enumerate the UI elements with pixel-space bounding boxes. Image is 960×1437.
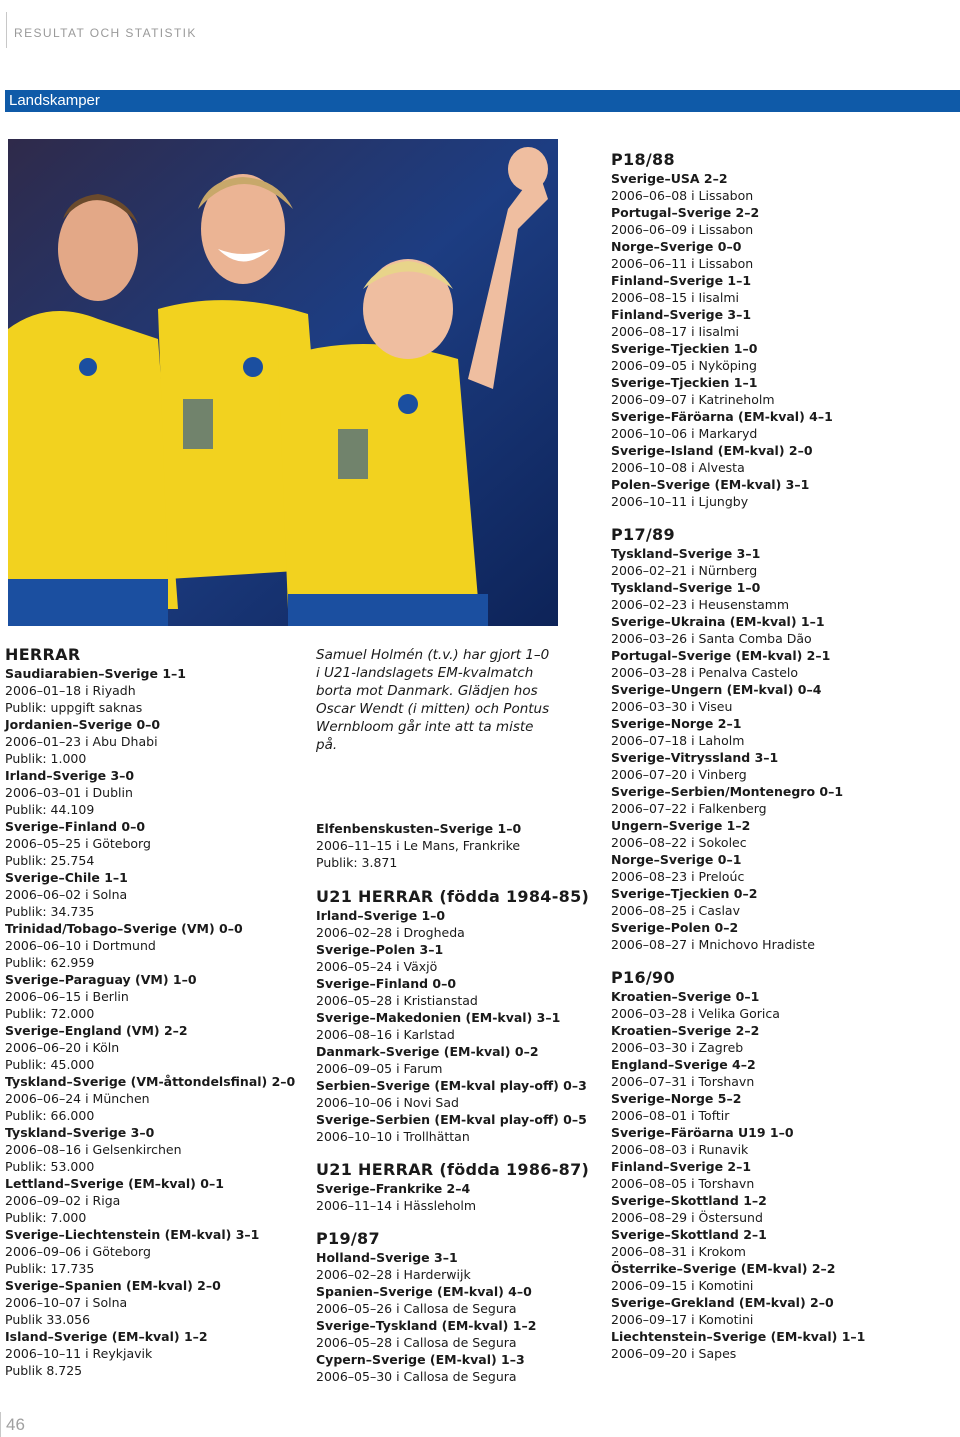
match-result: Sverige–USA 2–2	[611, 171, 728, 186]
match-detail: Publik: 62.959	[5, 955, 95, 970]
match-result: Norge–Sverige 0–0	[611, 239, 742, 254]
running-head-rule	[6, 12, 7, 48]
match-detail: 2006–10–08 i Alvesta	[611, 460, 745, 475]
match-result: Finland–Sverige 2–1	[611, 1159, 752, 1174]
match-detail: Publik: 44.109	[5, 802, 95, 817]
match-result: Saudiarabien–Sverige 1–1	[5, 666, 186, 681]
match-detail: Publik: uppgift saknas	[5, 700, 143, 715]
match-detail: 2006–10–06 i Novi Sad	[316, 1095, 459, 1110]
match-detail: 2006–09–17 i Komotini	[611, 1312, 754, 1327]
match-detail: 2006–09–05 i Farum	[316, 1061, 443, 1076]
match-result: Sverige–Finland 0–0	[5, 819, 146, 834]
match-result: Kroatien–Sverige 2–2	[611, 1023, 760, 1038]
match-detail: 2006–11–15 i Le Mans, Frankrike	[316, 838, 521, 853]
match-result: Sverige–Island (EM-kval) 2–0	[611, 443, 813, 458]
match-result: Sverige–Spanien (EM-kval) 2–0	[5, 1278, 221, 1293]
match-result: Sverige–Vitryssland 3–1	[611, 750, 779, 765]
match-detail: 2006–07–18 i Laholm	[611, 733, 745, 748]
p17-title: P17/89	[611, 525, 675, 544]
match-detail: Publik: 34.735	[5, 904, 95, 919]
match-detail: 2006–03–28 i Penalva Castelo	[611, 665, 799, 680]
match-detail: 2006–06–02 i Solna	[5, 887, 128, 902]
match-result: Sverige–Skottland 1–2	[611, 1193, 767, 1208]
match-detail: Publik: 45.000	[5, 1057, 95, 1072]
match-detail: 2006–05–25 i Göteborg	[5, 836, 151, 851]
match-result: Sverige–Serbien/Montenegro 0–1	[611, 784, 844, 799]
match-detail: 2006–03–01 i Dublin	[5, 785, 133, 800]
match-result: Tyskland–Sverige 1–0	[611, 580, 761, 595]
match-result: Sverige–Ukraina (EM-kval) 1–1	[611, 614, 825, 629]
match-result: Sverige–Polen 3–1	[316, 942, 444, 957]
match-detail: 2006–08–16 i Karlstad	[316, 1027, 455, 1042]
match-result: Tyskland–Sverige 3–1	[611, 546, 761, 561]
match-detail: Publik 33.056	[5, 1312, 91, 1327]
section-bar	[5, 90, 960, 112]
match-result: Tyskland–Sverige 3–0	[5, 1125, 155, 1140]
match-result: Sverige–Norge 2–1	[611, 716, 742, 731]
match-result: Norge–Sverige 0–1	[611, 852, 742, 867]
match-result: Irland–Sverige 3–0	[5, 768, 135, 783]
p16-list	[611, 988, 956, 1362]
match-result: Sverige–Frankrike 2–4	[316, 1181, 471, 1196]
match-detail: 2006–08–16 i Gelsenkirchen	[5, 1142, 182, 1157]
match-detail: 2006–10–11 i Reykjavik	[5, 1346, 153, 1361]
match-result: Sverige–Serbien (EM-kval play-off) 0–5	[316, 1112, 587, 1127]
p17-list	[611, 545, 956, 953]
match-result: Cypern–Sverige (EM-kval) 1–3	[316, 1352, 525, 1367]
match-result: Sverige–Skottland 2–1	[611, 1227, 767, 1242]
match-result: Sverige–Polen 0–2	[611, 920, 739, 935]
p19-title: P19/87	[316, 1229, 380, 1248]
match-detail: 2006–05–26 i Callosa de Segura	[316, 1301, 517, 1316]
match-result: Finland–Sverige 1–1	[611, 273, 752, 288]
match-detail: 2006–03–30 i Zagreb	[611, 1040, 744, 1055]
herrar-title: HERRAR	[5, 645, 81, 664]
match-detail: 2006–08–25 i Caslav	[611, 903, 740, 918]
match-result: Sverige–England (VM) 2–2	[5, 1023, 188, 1038]
section-bar-title: Landskamper	[9, 92, 100, 109]
match-detail: 2006–06–11 i Lissabon	[611, 256, 754, 271]
match-result: Serbien–Sverige (EM-kval play-off) 0–3	[316, 1078, 587, 1093]
herrar-section	[5, 645, 305, 1379]
match-detail: 2006–03–28 i Velika Gorica	[611, 1006, 780, 1021]
match-detail: Publik 8.725	[5, 1363, 83, 1378]
match-result: Sverige–Tjeckien 1–1	[611, 375, 758, 390]
match-result: Sverige–Chile 1–1	[5, 870, 128, 885]
photo-caption: Samuel Holmén (t.v.) har gjort 1–0 i U21-landslagets EM-kvalmatch borta mot Danmark. Glädjen hos Oscar Wendt (i mitten) och Pontus Wernbloom går inte att ta miste på.	[316, 647, 550, 753]
match-result: Lettland–Sverige (EM–kval) 0–1	[5, 1176, 224, 1191]
match-detail: 2006–02–28 i Harderwijk	[316, 1267, 471, 1282]
match-result: Sverige–Finland 0–0	[316, 976, 457, 991]
match-detail: 2006–09–05 i Nyköping	[611, 358, 757, 373]
match-detail: Publik: 72.000	[5, 1006, 95, 1021]
match-detail: 2006–06–08 i Lissabon	[611, 188, 754, 203]
match-result: Portugal–Sverige (EM-kval) 2–1	[611, 648, 831, 663]
match-result: Sverige–Makedonien (EM-kval) 3–1	[316, 1010, 561, 1025]
match-result: Portugal–Sverige 2–2	[611, 205, 760, 220]
match-detail: Publik: 17.735	[5, 1261, 95, 1276]
match-detail: 2006–05–28 i Kristianstad	[316, 993, 478, 1008]
match-detail: 2006–08–27 i Mnichovo Hradiste	[611, 937, 815, 952]
match-detail: 2006–08–05 i Torshavn	[611, 1176, 755, 1191]
p18-title: P18/88	[611, 150, 675, 169]
p16-title: P16/90	[611, 968, 675, 987]
match-detail: 2006–07–31 i Torshavn	[611, 1074, 755, 1089]
match-result: Elfenbenskusten–Sverige 1–0	[316, 821, 522, 836]
match-detail: 2006–08–22 i Sokolec	[611, 835, 747, 850]
match-detail: 2006–09–15 i Komotini	[611, 1278, 754, 1293]
u21-84-title: U21 HERRAR (födda 1984-85)	[316, 887, 590, 906]
running-head: RESULTAT OCH STATISTIK	[14, 26, 197, 40]
match-result: Holland–Sverige 3–1	[316, 1250, 458, 1265]
match-detail: 2006–02–23 i Heusenstamm	[611, 597, 790, 612]
match-detail: 2006–06–09 i Lissabon	[611, 222, 754, 237]
p18-list	[611, 170, 956, 510]
match-result: Danmark–Sverige (EM-kval) 0–2	[316, 1044, 539, 1059]
match-detail: 2006–06–20 i Köln	[5, 1040, 120, 1055]
match-detail: 2006–08–01 i Toftir	[611, 1108, 730, 1123]
herrar-list	[5, 665, 305, 1379]
match-detail: 2006–06–24 i München	[5, 1091, 150, 1106]
match-detail: 2006–01–18 i Riyadh	[5, 683, 136, 698]
u21-86-list	[316, 1180, 576, 1214]
match-result: Ungern–Sverige 1–2	[611, 818, 751, 833]
match-result: Polen–Sverige (EM-kval) 3–1	[611, 477, 810, 492]
match-detail: 2006–10–11 i Ljungby	[611, 494, 749, 509]
match-detail: 2006–08–15 i Iisalmi	[611, 290, 739, 305]
match-result: Liechtenstein–Sverige (EM-kval) 1–1	[611, 1329, 866, 1344]
match-detail: 2006–09–06 i Göteborg	[5, 1244, 151, 1259]
match-detail: 2006–03–30 i Viseu	[611, 699, 733, 714]
match-result: Sverige–Paraguay (VM) 1–0	[5, 972, 197, 987]
match-result: Kroatien–Sverige 0–1	[611, 989, 760, 1004]
match-detail: 2006–05–24 i Växjö	[316, 959, 438, 974]
match-detail: 2006–05–30 i Callosa de Segura	[316, 1369, 517, 1384]
u21-84-list	[316, 907, 587, 1145]
match-result: Sverige–Tyskland (EM-kval) 1–2	[316, 1318, 537, 1333]
match-detail: Publik: 7.000	[5, 1210, 87, 1225]
match-result: Trinidad/Tobago–Sverige (VM) 0–0	[5, 921, 243, 936]
match-result: Jordanien–Sverige 0–0	[5, 717, 161, 732]
match-detail: 2006–11–14 i Hässleholm	[316, 1198, 477, 1213]
match-result: Österrike–Sverige (EM-kval) 2–2	[611, 1261, 836, 1276]
match-result: Spanien–Sverige (EM-kval) 4–0	[316, 1284, 532, 1299]
match-result: Sverige–Tjeckien 1–0	[611, 341, 758, 356]
match-detail: 2006–06–10 i Dortmund	[5, 938, 156, 953]
match-detail: 2006–02–21 i Nürnberg	[611, 563, 758, 578]
match-detail: 2006–07–20 i Vinberg	[611, 767, 747, 782]
match-detail: 2006–08–31 i Krokom	[611, 1244, 746, 1259]
middle-top-list	[316, 820, 576, 871]
match-detail: Publik: 1.000	[5, 751, 87, 766]
match-result: Tyskland–Sverige (VM-åttondelsfinal) 2–0	[5, 1074, 296, 1089]
match-detail: 2006–03–26 i Santa Comba Dão	[611, 631, 812, 646]
match-result: Sverige–Färöarna (EM-kval) 4–1	[611, 409, 833, 424]
match-result: Island–Sverige (EM–kval) 1–2	[5, 1329, 208, 1344]
page-number: 46	[6, 1415, 25, 1434]
match-result: Finland–Sverige 3–1	[611, 307, 752, 322]
page-number-rule	[0, 1412, 1, 1437]
match-detail: Publik: 66.000	[5, 1108, 95, 1123]
match-result: Sverige–Liechtenstein (EM-kval) 3–1	[5, 1227, 260, 1242]
match-detail: 2006–06–15 i Berlin	[5, 989, 129, 1004]
middle-column	[316, 820, 590, 1385]
match-detail: 2006–08–17 i Iisalmi	[611, 324, 739, 339]
match-detail: 2006–08–29 i Östersund	[611, 1210, 763, 1225]
match-result: Irland–Sverige 1–0	[316, 908, 446, 923]
match-detail: 2006–09–07 i Katrineholm	[611, 392, 775, 407]
match-result: Sverige–Grekland (EM-kval) 2–0	[611, 1295, 834, 1310]
right-column	[611, 150, 956, 1362]
match-result: Sverige–Ungern (EM-kval) 0–4	[611, 682, 822, 697]
match-detail: 2006–08–03 i Runavik	[611, 1142, 749, 1157]
match-detail: 2006–02–28 i Drogheda	[316, 925, 465, 940]
match-detail: Publik: 53.000	[5, 1159, 95, 1174]
match-detail: 2006–10–06 i Markaryd	[611, 426, 758, 441]
u21-86-title: U21 HERRAR (födda 1986-87)	[316, 1160, 590, 1179]
match-result: Sverige–Tjeckien 0–2	[611, 886, 758, 901]
team-photo	[8, 139, 558, 626]
team-photo-illustration	[8, 139, 558, 626]
match-detail: 2006–05–28 i Callosa de Segura	[316, 1335, 517, 1350]
match-detail: 2006–09–20 i Sapes	[611, 1346, 737, 1361]
match-result: Sverige–Norge 5–2	[611, 1091, 742, 1106]
match-result: England–Sverige 4–2	[611, 1057, 756, 1072]
match-detail: 2006–10–07 i Solna	[5, 1295, 128, 1310]
p19-list	[316, 1249, 576, 1385]
match-detail: 2006–10–10 i Trollhättan	[316, 1129, 470, 1144]
match-detail: 2006–09–02 i Riga	[5, 1193, 121, 1208]
match-detail: Publik: 3.871	[316, 855, 398, 870]
match-detail: 2006–01–23 i Abu Dhabi	[5, 734, 158, 749]
match-detail: 2006–07–22 i Falkenberg	[611, 801, 767, 816]
match-result: Sverige–Färöarna U19 1–0	[611, 1125, 794, 1140]
match-detail: Publik: 25.754	[5, 853, 95, 868]
match-detail: 2006–08–23 i Preloúc	[611, 869, 745, 884]
